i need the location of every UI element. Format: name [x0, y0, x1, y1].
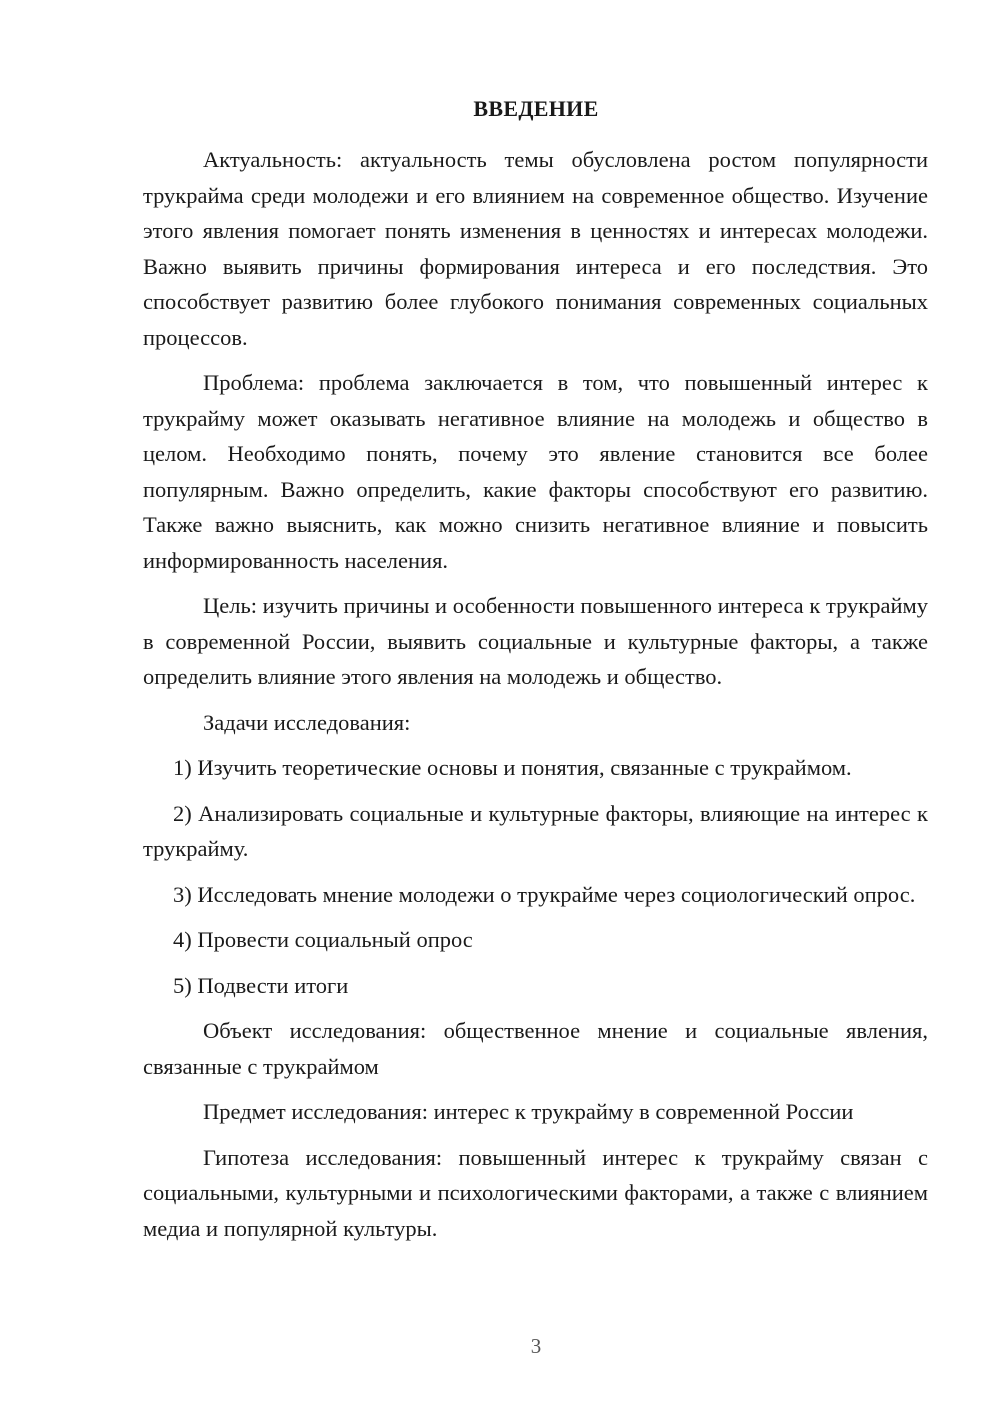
task-item-4: 4) Провести социальный опрос: [173, 927, 473, 952]
object-paragraph: Объект исследования: общественное мнение и социальные явления, связанные с трукраймом: [143, 1018, 928, 1079]
document-body: [143, 142, 928, 1256]
goal-paragraph: Цель: изучить причины и особенности повышенного интереса к трукрайму в современной России, выявить социальные и культурные факторы, а также определить влияние этого явления на молодежь и общество.: [143, 593, 928, 689]
tasks-heading: Задачи исследования:: [203, 709, 411, 735]
task-item-1: 1) Изучить теоретические основы и понятия, связанные с трукраймом.: [173, 755, 852, 780]
relevance-paragraph: Актуальность: актуальность темы обусловлена ростом популярности трукрайма среди молодежи и его влиянием на современное общество. Изучение этого явления помогает понять изменения в ценностях и интересах молодежи. Важно выявить причины формирования интереса и его последствия. Это способствует развитию более глубокого понимания современных социальных процессов.: [143, 147, 928, 350]
page-title: ВВЕДЕНИЕ: [473, 96, 599, 121]
task-item-3: 3) Исследовать мнение молодежи о трукрайме через социологический опрос.: [173, 881, 916, 907]
task-item-2: 2) Анализировать социальные и культурные факторы, влияющие на интерес к трукрайму.: [143, 800, 928, 861]
problem-paragraph: Проблема: проблема заключается в том, что повышенный интерес к трукрайму может оказывать негативное влияние на молодежь и общество в целом. Необходимо понять, почему это явление становится все более популярным. Важно определить, какие факторы способствуют его развитию. Также важно выяснить, как можно снизить негативное влияние и повысить информированность населения.: [143, 370, 928, 573]
hypothesis-paragraph: Гипотеза исследования: повышенный интерес к трукрайму связан с социальными, культурными и психологическими факторами, а также с влиянием медиа и популярной культуры.: [143, 1144, 928, 1241]
subject-paragraph: Предмет исследования: интерес к трукрайму в современной России: [203, 1099, 854, 1124]
page-number: 3: [530, 1334, 542, 1358]
task-item-5: 5) Подвести итоги: [173, 972, 349, 998]
